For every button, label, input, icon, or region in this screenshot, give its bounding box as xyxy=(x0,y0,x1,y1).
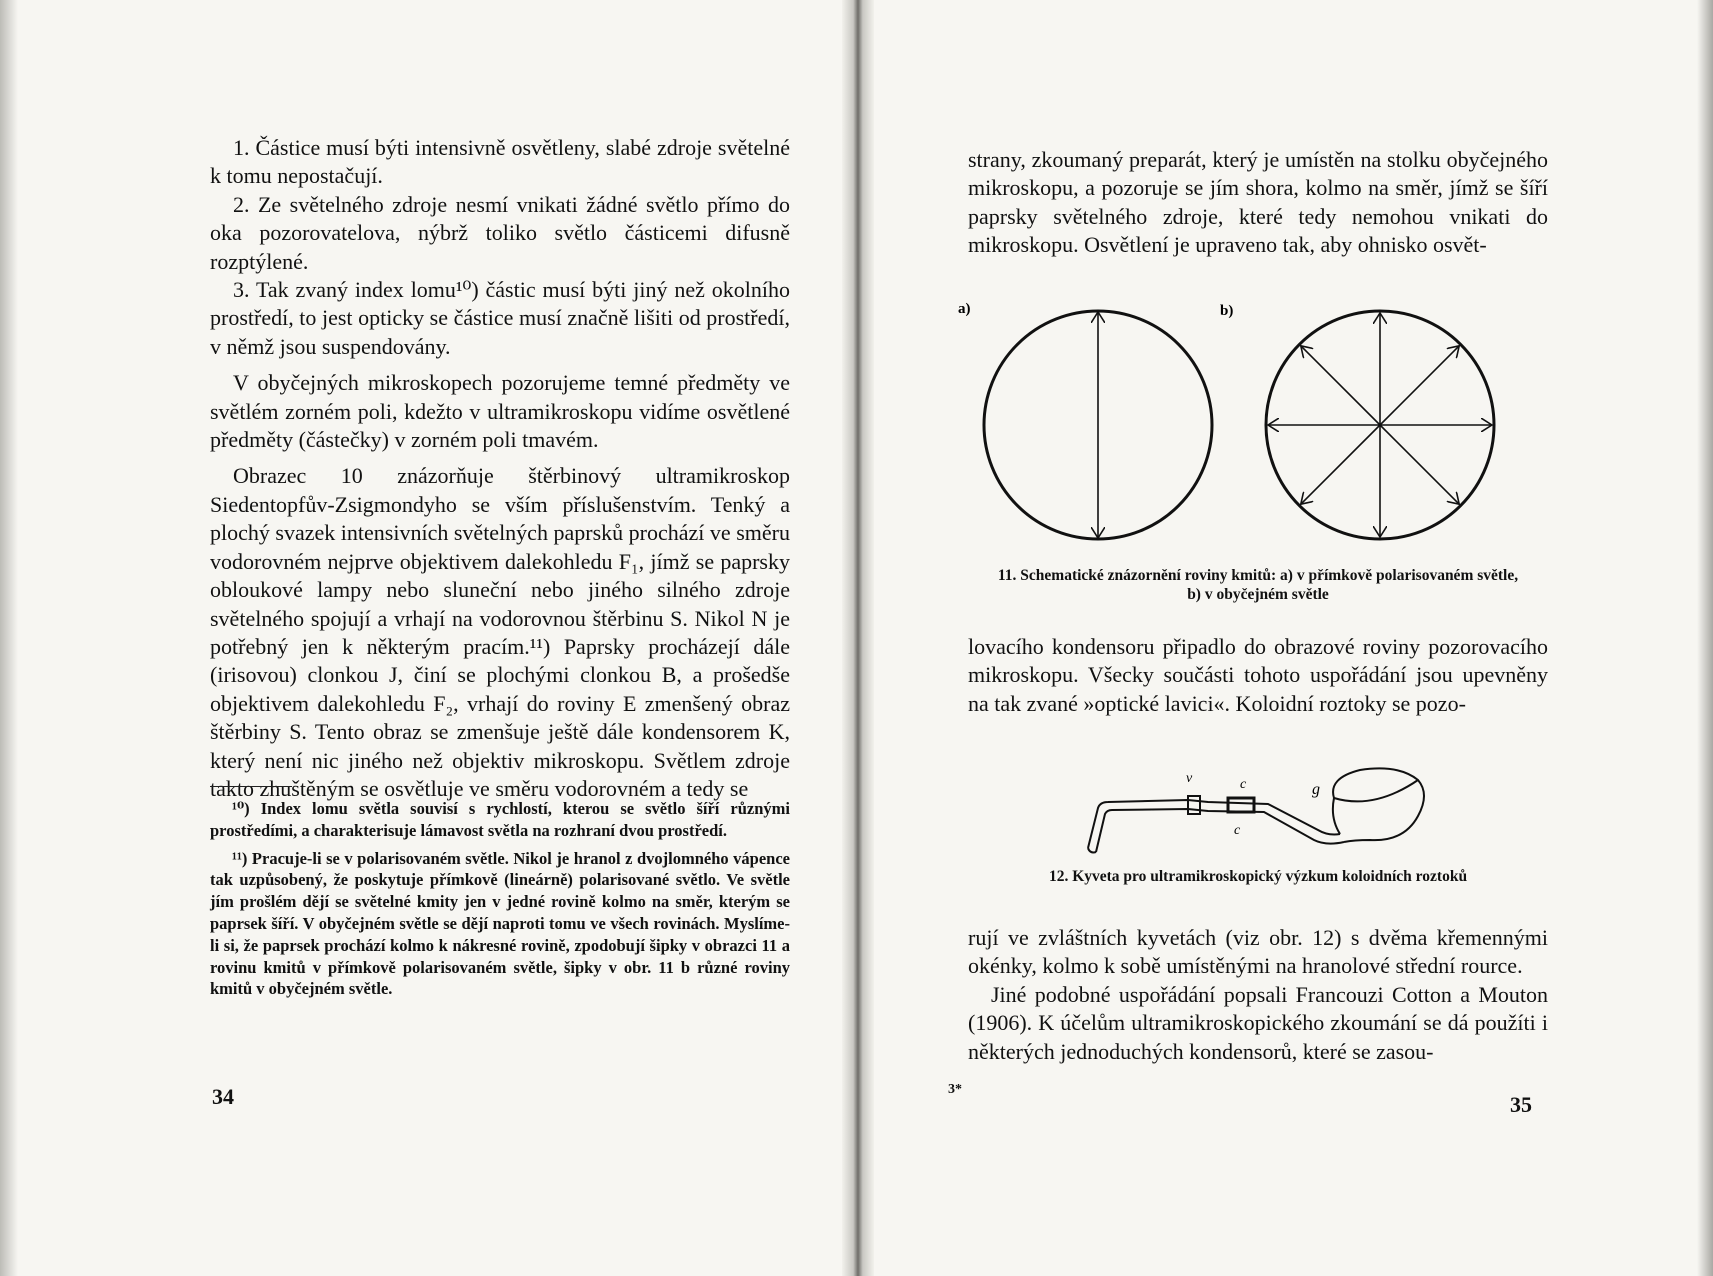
paragraph: lovacího kondensoru připadlo do obrazové roviny pozorovacího mikroskopu. Všecky součásti tohoto uspořádání jsou upevněny na tak zvané »optické lavici«. Koloidní roztoky se pozo- xyxy=(968,634,1548,716)
paragraph: Obrazec 10 znázorňuje štěrbinový ultramikroskop Siedentopfův-Zsigmondyho se vším příslušenstvím. Tenký a plochý svazek intensivních světelných paprsků prochází ve směru vodorovném nejprve objektivem dalekohledu F₁, jímž se paprsky obloukové lampy nebo sluneční nebo jiného silného zdroje světelného spojují a vrhají na vodorovnou štěrbinu S. Nikol N je potřebný jen k některým pracím.¹¹) Paprsky procházejí dále (irisovou) clonkou J, činí se plochými clonkou B, a prošedše objektivem dalekohledu F₂, vrhají do roviny E zmenšený obraz štěrbiny S. Tento obraz se zmenšuje ještě dále kondensorem K, který není nic jiného než objektiv mikroskopu. Světlem zdroje takto zhuštěným se osvětluje ve směru vodorovném a tedy se xyxy=(210,463,790,801)
funnel-rim xyxy=(1334,780,1418,801)
footnote: ¹¹) Pracuje-li se v polarisovaném světle. Nikol je hranol z dvojlomného vápence tak uzpůsobený, že poskytuje přímkově (lineárně) polarisované světlo. Ve světle jím prošlém dějí se světelné kmity jen v jedné rovině kolmo na směr, kterým se paprsek šíří. V obyčejném světle se dějí naproti tomu ve všech rovinách. Myslíme-li si, že paprsek prochází kolmo k nákresné rovině, zpodobují šipky v obrazci 11 a rovinu kmitů v přímkově polarisovaném světle, šipky v obr. 11 b různé roviny kmitů v obyčejném světle. xyxy=(210,848,790,999)
figure-12-caption: 12. Kyveta pro ultramikroskopický výzkum koloidních roztoků xyxy=(1048,868,1468,885)
paragraph: Jiné podobné uspořádání popsali Francouzi Cotton a Mouton (1906). K účelům ultramikroskopického zkoumání se dá použíti i některých jednoduchých kondensorů, které se zasou- xyxy=(968,981,1548,1064)
page-edge-shadow xyxy=(0,0,18,1276)
caption-line: b) v obyčejném světle xyxy=(1187,586,1329,603)
figure-11 xyxy=(958,285,1558,565)
right-page-body-bottom xyxy=(968,924,1548,1066)
caption-line: 11. Schematické znázornění roviny kmitů: a) v přímkově polarisovaném světle, xyxy=(997,567,1519,584)
tube-upper xyxy=(1088,800,1340,848)
mark-g: g xyxy=(1312,781,1320,798)
figure-11-caption xyxy=(958,566,1558,604)
window-left xyxy=(1188,796,1200,814)
arrow xyxy=(1301,425,1380,504)
paragraph: strany, zkoumaný preparát, který je umístěn na stolku obyčejného mikroskopu, a pozoruje se jím shora, kolmo na směr, jímž se šíří paprsky světelného zdroje, které tedy nemohou vnikati do mikroskopu. Osvětlení je upraveno tak, aby ohnisko osvět- xyxy=(968,147,1548,258)
left-page-body xyxy=(210,134,790,803)
tube-lower xyxy=(1096,809,1344,852)
right-page-body-middle xyxy=(968,633,1548,718)
mark-c1: c xyxy=(1240,777,1247,792)
prism-section xyxy=(1228,798,1254,812)
arrow xyxy=(1380,346,1459,425)
footnote: ¹⁰) Index lomu světla souvisí s rychlostí, kterou se světlo šíří různými prostředími, a charakterisuje lámavost světla na rozhraní dvou prostředí. xyxy=(210,799,790,840)
paragraph: rují ve zvláštních kyvetách (viz obr. 12) s dvěma křemennými okénky, kolmo k sobě umístěnými na hranolové střední rource. xyxy=(968,925,1548,979)
funnel xyxy=(1333,768,1424,842)
paragraph: 2. Ze světelného zdroje nesmí vnikati žádné světlo přímo do oka pozorovatelova, nýbrž toliko světlo částicemi difusně rozptýlené. xyxy=(210,191,790,274)
cuvette-drawing xyxy=(1078,758,1478,868)
figure-label-b: b) xyxy=(1220,303,1234,319)
arrow-star xyxy=(1268,313,1492,537)
tube-end xyxy=(1088,848,1096,853)
mark-c2: c xyxy=(1234,823,1241,838)
book-gutter xyxy=(842,0,874,1276)
arrow xyxy=(1380,425,1459,504)
page-number: 34 xyxy=(212,1084,234,1109)
paragraph: 1. Částice musí býti intensivně osvětleny, slabé zdroje světelné k tomu nepostačují. xyxy=(210,135,790,189)
paragraph: 3. Tak zvaný index lomu¹⁰) částic musí býti jiný než okolního prostředí, to jest opticky se částice musí značně lišiti od prostředí, v němž jsou suspendovány. xyxy=(210,277,790,359)
figure-11-diagram xyxy=(958,285,1558,565)
mark-v: v xyxy=(1186,771,1193,786)
paragraph: V obyčejných mikroskopech pozorujeme temné předměty ve světlém zorném poli, kdežto v ultramikroskopu vidíme osvětlené předměty (částečky) v zorném poli tmavém. xyxy=(210,370,790,453)
figure-label-a: a) xyxy=(958,301,971,317)
footnotes xyxy=(210,798,790,1006)
figure-12 xyxy=(1078,758,1478,868)
signature-mark: 3* xyxy=(948,1082,962,1097)
arrow xyxy=(1301,346,1380,425)
page-number: 35 xyxy=(1510,1092,1532,1117)
footnote-rule xyxy=(210,786,292,787)
right-page xyxy=(858,0,1713,1276)
page-edge-shadow xyxy=(1697,0,1713,1276)
right-page-body-top xyxy=(968,146,1548,260)
